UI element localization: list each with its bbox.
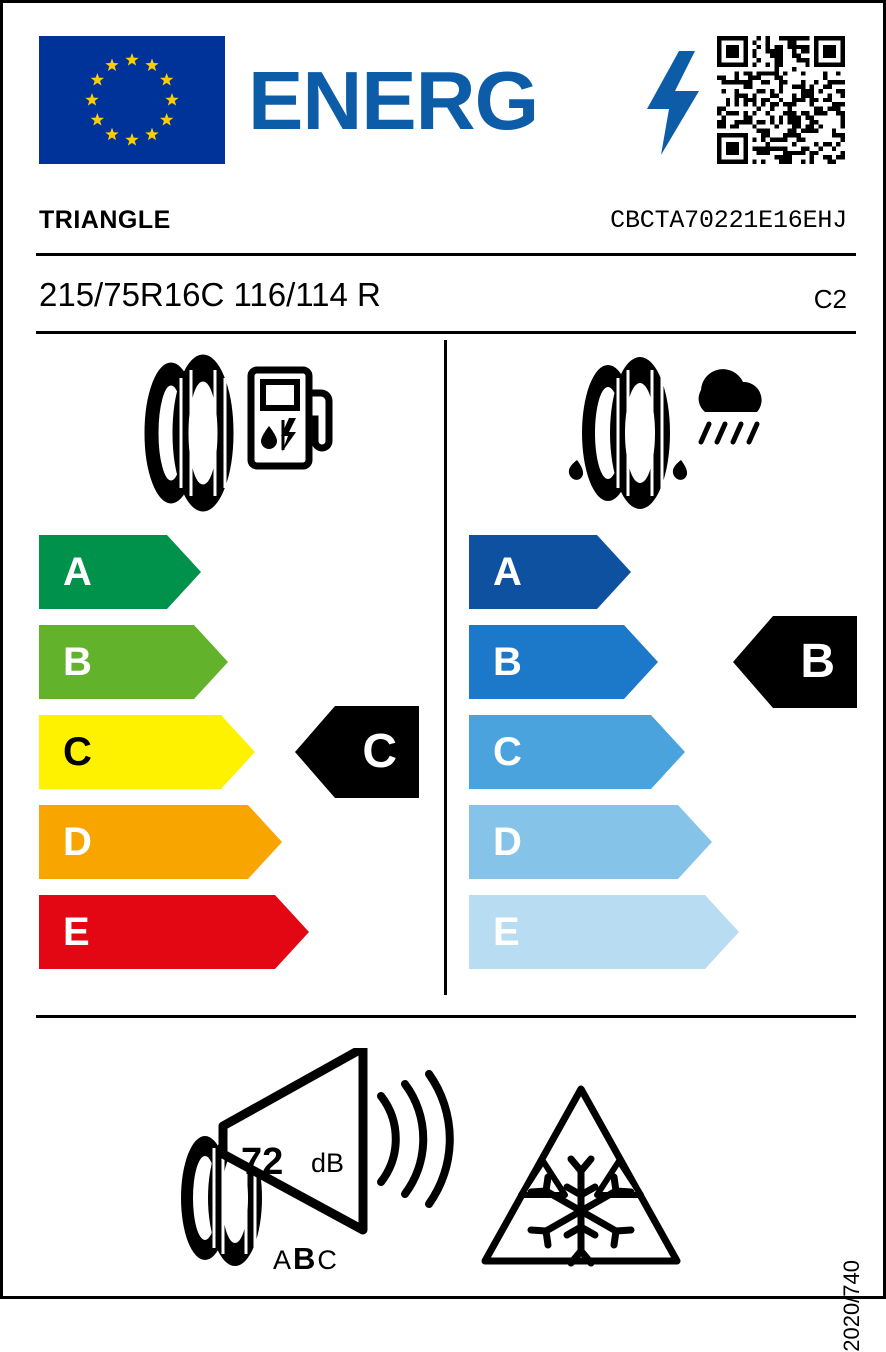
vertical-divider: [444, 340, 447, 995]
noise-value: 72: [241, 1141, 284, 1183]
tyre-class: C2: [813, 284, 847, 314]
tyre-loudspeaker-icon: [163, 1048, 463, 1278]
divider-bottom: [36, 1015, 856, 1018]
grade-letter: E: [493, 910, 520, 954]
tyre-fuel-pump-icon: [123, 348, 333, 518]
grade-letter: B: [63, 640, 92, 684]
noise-unit: dB: [311, 1148, 345, 1178]
grade-letter: E: [63, 910, 90, 954]
grade-letter: D: [63, 820, 92, 864]
three-peak-mountain-snowflake-icon: [481, 1083, 681, 1268]
grade-letter: C: [63, 730, 92, 774]
divider-top: [36, 253, 856, 256]
regulation-reference: 2020/740: [839, 1260, 864, 1352]
lightning-bolt-icon: [643, 51, 703, 155]
grade-letter: C: [493, 730, 522, 774]
grade-letter: D: [493, 820, 522, 864]
fuel-rating-value: C: [362, 725, 397, 778]
divider-second: [36, 331, 856, 334]
page-title: [248, 45, 668, 157]
tyre-rain-cloud-icon: [533, 348, 783, 523]
grade-letter: A: [493, 550, 522, 594]
wet-rating-marker: [733, 616, 857, 708]
tyre-size: 215/75R16C 116/114 R: [39, 276, 381, 313]
grade-letter: A: [63, 550, 92, 594]
qr-code-icon: [717, 36, 845, 164]
grade-letter: B: [493, 640, 522, 684]
brand-name: TRIANGLE: [39, 206, 171, 234]
product-code: CBCTA70221E16EHJ: [610, 206, 847, 235]
noise-class-scale: ABC: [273, 1241, 339, 1276]
wet-rating-value: B: [800, 635, 835, 688]
fuel-rating-marker: [295, 706, 419, 798]
eu-flag-icon: [39, 36, 225, 164]
energy-word-text: ENERG: [248, 54, 539, 147]
